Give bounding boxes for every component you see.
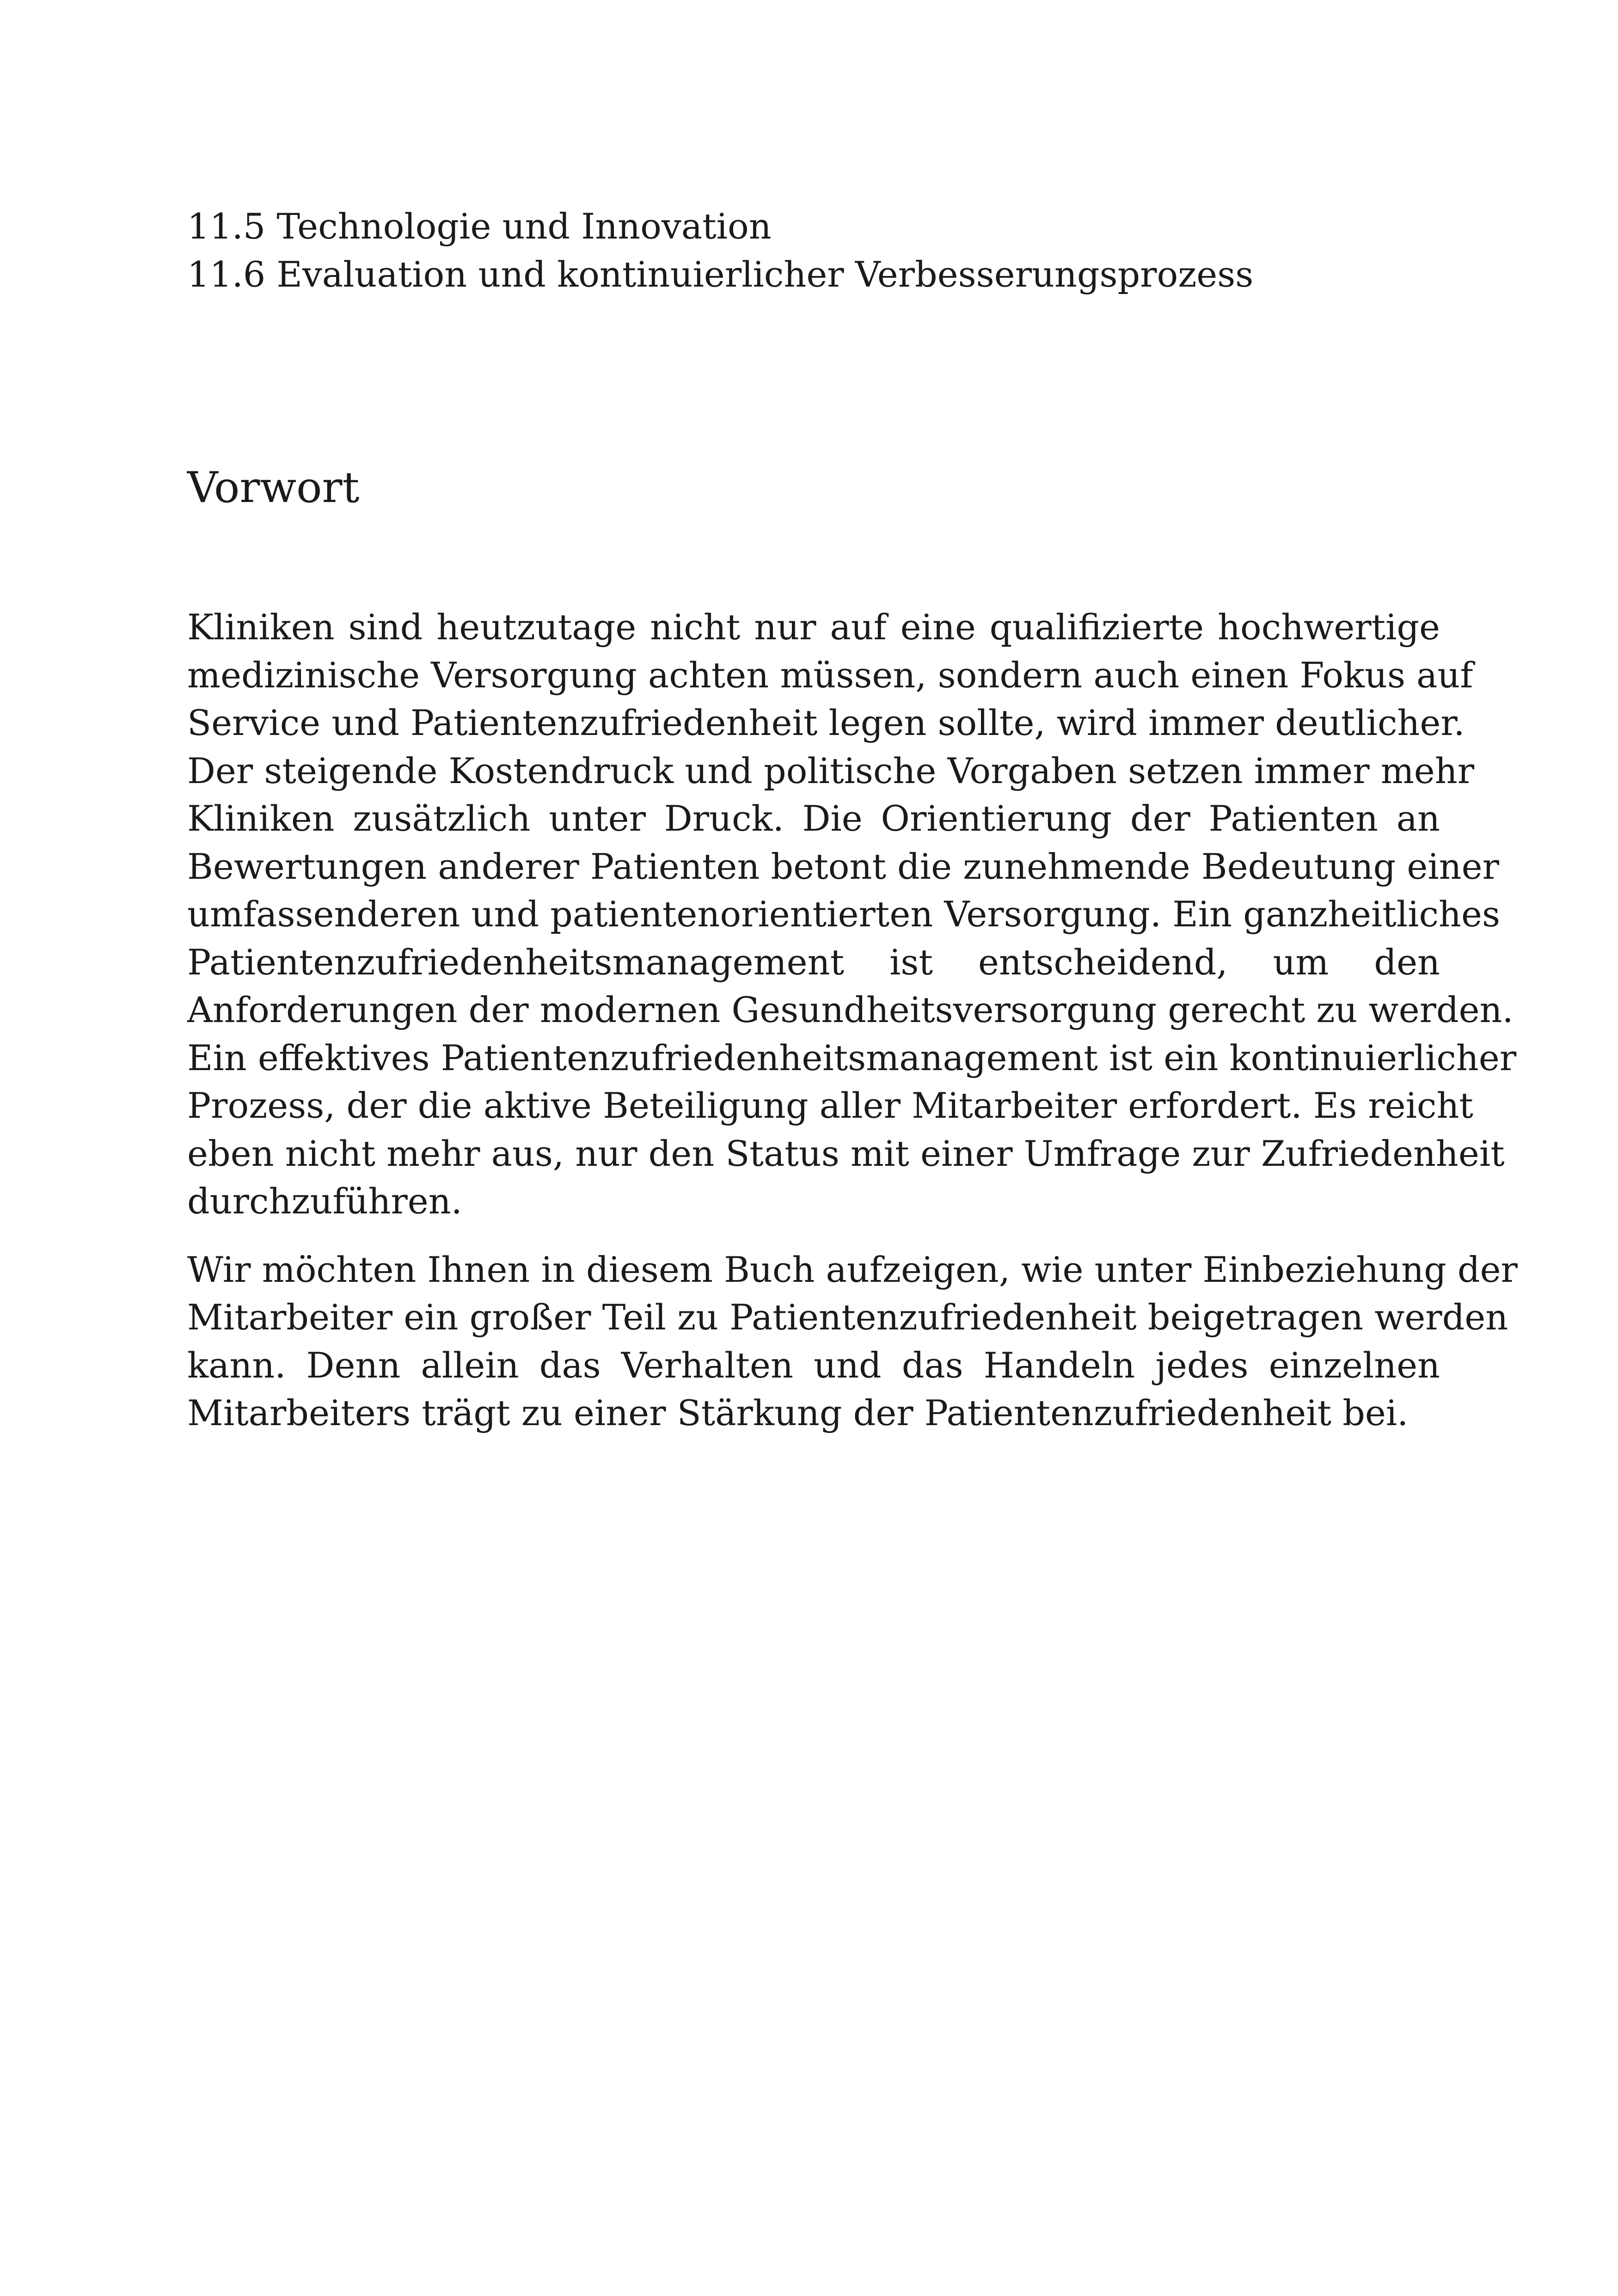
text-line: Mitarbeiters trägt zu einer Stärkung der Patientenzufriedenheit bei. xyxy=(187,1392,1409,1433)
text-line: Wir möchten Ihnen in diesem Buch aufzeigen, wie unter Einbeziehung der xyxy=(187,1249,1518,1290)
paragraph-1 xyxy=(187,603,1517,1225)
body-text xyxy=(187,603,1518,1457)
text-line: eben nicht mehr aus, nur den Status mit einer Umfrage zur Zufriedenheit xyxy=(187,1133,1505,1174)
toc-entry-11-6: 11.6 Evaluation und kontinuierlicher Verbesserungsprozess xyxy=(187,254,1254,295)
text-line: Bewertungen anderer Patienten betont die zunehmende Bedeutung einer xyxy=(187,845,1499,887)
text-line: Anforderungen der modernen Gesundheitsversorgung gerecht zu werden. xyxy=(187,989,1514,1030)
text-line: Kliniken sind heutzutage nicht nur auf eine qualifizierte hochwertige xyxy=(187,606,1440,648)
text-line: Der steigende Kostendruck und politische Vorgaben setzen immer mehr xyxy=(187,750,1475,791)
text-line: durchzuführen. xyxy=(187,1181,462,1222)
text-line: medizinische Versorgung achten müssen, sondern auch einen Fokus auf xyxy=(187,654,1473,696)
text-line: Service und Patientenzufriedenheit legen sollte, wird immer deutlicher. xyxy=(187,702,1465,743)
text-line: Kliniken zusätzlich unter Druck. Die Orientierung der Patienten an xyxy=(187,798,1440,839)
section-heading: Vorwort xyxy=(187,463,360,512)
text-line: kann. Denn allein das Verhalten und das Handeln jedes einzelnen xyxy=(187,1344,1440,1386)
table-of-contents xyxy=(187,202,1435,299)
text-line: umfassenderen und patientenorientierten Versorgung. Ein ganzheitliches xyxy=(187,894,1500,935)
text-line: Prozess, der die aktive Beteiligung aller Mitarbeiter erfordert. Es reicht xyxy=(187,1085,1473,1126)
toc-entry-11-5: 11.5 Technologie und Innovation xyxy=(187,206,772,247)
text-line: Ein effektives Patientenzufriedenheitsmanagement ist ein kontinuierlicher xyxy=(187,1037,1517,1078)
paragraph-2 xyxy=(187,1246,1518,1437)
text-line: Patientenzufriedenheitsmanagement ist entscheidend, um den xyxy=(187,941,1440,983)
text-line: Mitarbeiter ein großer Teil zu Patientenzufriedenheit beigetragen werden xyxy=(187,1297,1508,1338)
